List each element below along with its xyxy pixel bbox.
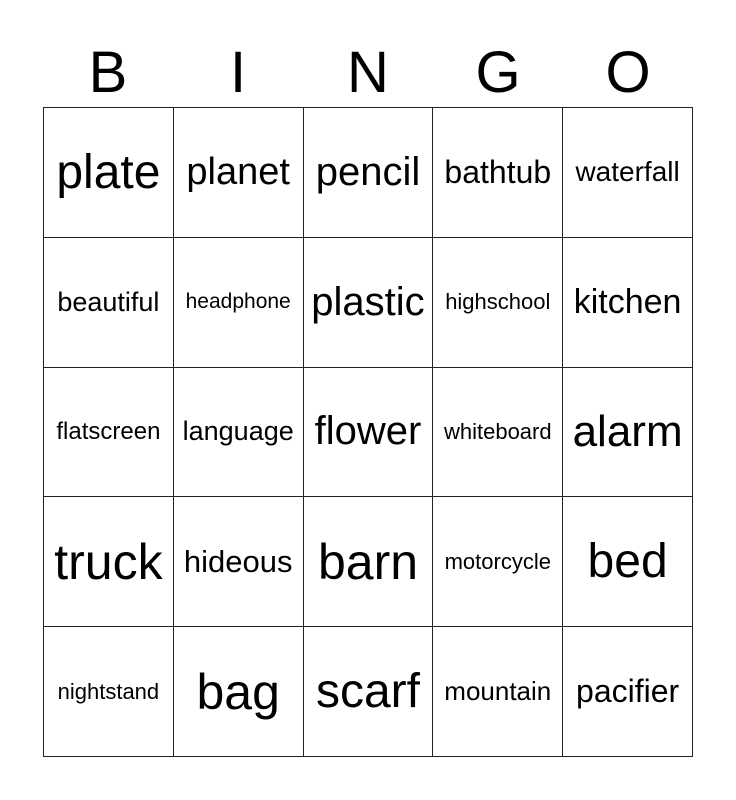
bingo-cell[interactable]: alarm <box>563 368 693 498</box>
bingo-cell[interactable]: scarf <box>304 627 434 757</box>
bingo-cell[interactable]: planet <box>174 108 304 238</box>
bingo-header <box>43 40 693 106</box>
bingo-cell[interactable]: flatscreen <box>44 368 174 498</box>
bingo-cell[interactable]: bathtub <box>433 108 563 238</box>
header-letter-i: I <box>229 40 247 105</box>
bingo-cell[interactable]: nightstand <box>44 627 174 757</box>
bingo-cell[interactable]: highschool <box>433 238 563 368</box>
bingo-cell[interactable]: bed <box>563 497 693 627</box>
bingo-cell[interactable]: flower <box>304 368 434 498</box>
bingo-cell[interactable]: pacifier <box>563 627 693 757</box>
bingo-cell[interactable]: pencil <box>304 108 434 238</box>
header-letter-o: O <box>605 40 651 105</box>
bingo-cell[interactable]: beautiful <box>44 238 174 368</box>
bingo-cell[interactable]: barn <box>304 497 434 627</box>
bingo-cell[interactable]: truck <box>44 497 174 627</box>
bingo-cell[interactable]: motorcycle <box>433 497 563 627</box>
bingo-cell[interactable]: headphone <box>174 238 304 368</box>
bingo-cell[interactable]: mountain <box>433 627 563 757</box>
bingo-cell[interactable]: kitchen <box>563 238 693 368</box>
header-letter-n: N <box>347 40 389 105</box>
header-letter-g: G <box>475 40 521 105</box>
bingo-cell[interactable]: bag <box>174 627 304 757</box>
header-letter-b: B <box>88 40 128 105</box>
bingo-cell[interactable]: plastic <box>304 238 434 368</box>
bingo-cell[interactable]: waterfall <box>563 108 693 238</box>
bingo-cell[interactable]: plate <box>44 108 174 238</box>
bingo-cell[interactable]: hideous <box>174 497 304 627</box>
bingo-grid <box>43 107 693 757</box>
bingo-cell[interactable]: whiteboard <box>433 368 563 498</box>
bingo-cell[interactable]: language <box>174 368 304 498</box>
